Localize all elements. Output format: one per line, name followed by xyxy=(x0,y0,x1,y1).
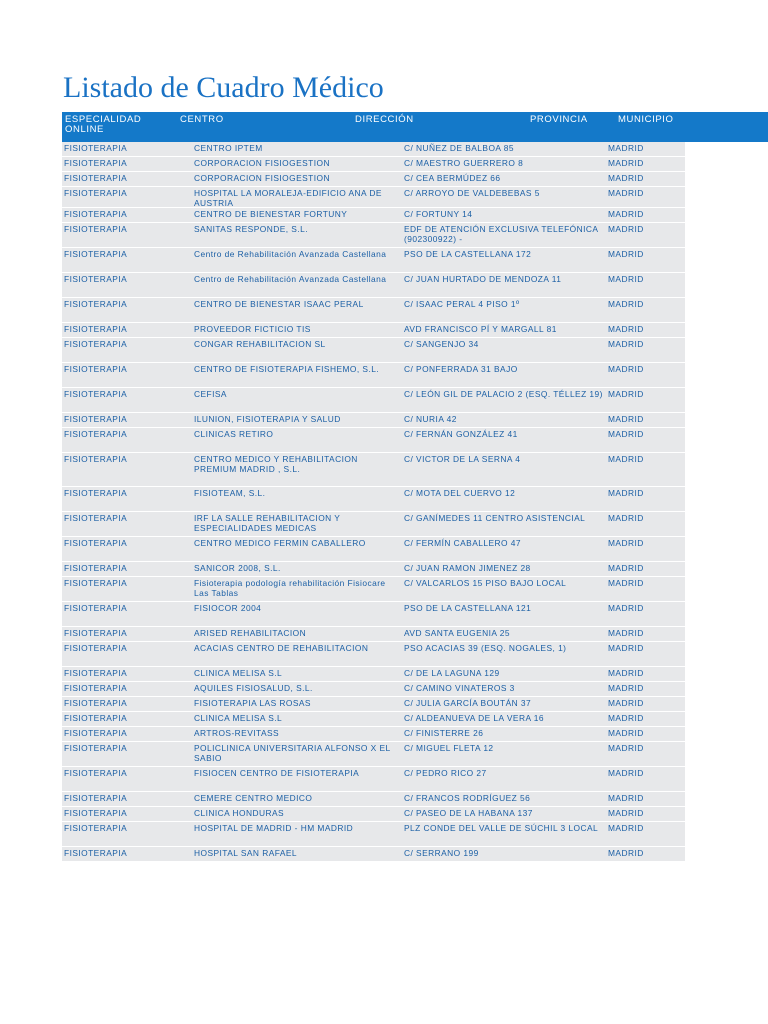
cell-direccion: PSO DE LA CASTELLANA 172 xyxy=(404,249,532,259)
cell-municipio: MADRID xyxy=(608,808,644,818)
cell-especialidad: FISIOTERAPIA xyxy=(64,173,128,183)
cell-centro: SANICOR 2008, S.L. xyxy=(194,563,281,573)
cell-municipio: MADRID xyxy=(608,848,644,858)
cell-especialidad: FISIOTERAPIA xyxy=(64,768,128,778)
table-row xyxy=(62,487,685,512)
cell-especialidad: FISIOTERAPIA xyxy=(64,698,128,708)
cell-centro: CORPORACION FISIOGESTION xyxy=(194,173,330,183)
cell-centro: FISIOCOR 2004 xyxy=(194,603,262,613)
page-title: Listado de Cuadro Médico xyxy=(63,71,384,104)
table-row xyxy=(62,323,685,338)
cell-direccion: EDF DE ATENCIÓN EXCLUSIVA TELEFÓNICA (902300922) - xyxy=(404,224,598,244)
cell-direccion: C/ ARROYO DE VALDEBEBAS 5 xyxy=(404,188,540,198)
cell-municipio: MADRID xyxy=(608,143,644,153)
cell-direccion: AVD FRANCISCO PÍ Y MARGALL 81 xyxy=(404,324,557,334)
cell-municipio: MADRID xyxy=(608,728,644,738)
cell-municipio: MADRID xyxy=(608,683,644,693)
table-row xyxy=(62,453,685,487)
table-row xyxy=(62,142,685,157)
cell-direccion: PLZ CONDE DEL VALLE DE SÚCHIL 3 LOCAL xyxy=(404,823,599,833)
cell-especialidad: FISIOTERAPIA xyxy=(64,603,128,613)
cell-especialidad: FISIOTERAPIA xyxy=(64,339,128,349)
table-row xyxy=(62,742,685,767)
cell-direccion: C/ DE LA LAGUNA 129 xyxy=(404,668,500,678)
cell-direccion: C/ FRANCOS RODRÍGUEZ 56 xyxy=(404,793,531,803)
cell-direccion: C/ FORTUNY 14 xyxy=(404,209,473,219)
cell-centro: CLINICAS RETIRO xyxy=(194,429,274,439)
cell-especialidad: FISIOTERAPIA xyxy=(64,143,128,153)
table-row xyxy=(62,273,685,298)
cell-centro: HOSPITAL DE MADRID - HM MADRID xyxy=(194,823,354,833)
cell-municipio: MADRID xyxy=(608,643,644,653)
cell-municipio: MADRID xyxy=(608,538,644,548)
cell-direccion: C/ MOTA DEL CUERVO 12 xyxy=(404,488,516,498)
cell-direccion: C/ SANGENJO 34 xyxy=(404,339,479,349)
cell-municipio: MADRID xyxy=(608,209,644,219)
cell-centro: HOSPITAL SAN RAFAEL xyxy=(194,848,298,858)
cell-municipio: MADRID xyxy=(608,389,644,399)
table-row xyxy=(62,388,685,413)
cell-especialidad: FISIOTERAPIA xyxy=(64,488,128,498)
cell-especialidad: FISIOTERAPIA xyxy=(64,429,128,439)
cell-centro: Centro de Rehabilitación Avanzada Castellana xyxy=(194,274,387,284)
cell-municipio: MADRID xyxy=(608,768,644,778)
cell-centro: FISIOCEN CENTRO DE FISIOTERAPIA xyxy=(194,768,360,778)
table-row xyxy=(62,712,685,727)
cell-direccion: C/ SERRANO 199 xyxy=(404,848,479,858)
cell-especialidad: FISIOTERAPIA xyxy=(64,808,128,818)
cell-municipio: MADRID xyxy=(608,793,644,803)
table-row xyxy=(62,792,685,807)
cell-especialidad: FISIOTERAPIA xyxy=(64,454,128,464)
cell-especialidad: FISIOTERAPIA xyxy=(64,628,128,638)
cell-municipio: MADRID xyxy=(608,513,644,523)
cell-municipio: MADRID xyxy=(608,429,644,439)
table-row xyxy=(62,847,685,862)
cell-municipio: MADRID xyxy=(608,188,644,198)
cell-direccion: C/ CEA BERMÚDEZ 66 xyxy=(404,173,501,183)
cell-especialidad: FISIOTERAPIA xyxy=(64,683,128,693)
cell-direccion: PSO DE LA CASTELLANA 121 xyxy=(404,603,532,613)
table-row xyxy=(62,248,685,273)
header-centro: CENTRO xyxy=(180,114,224,125)
header-direccion: DIRECCIÓN xyxy=(355,114,414,125)
table-row xyxy=(62,822,685,847)
table-row xyxy=(62,172,685,187)
cell-especialidad: FISIOTERAPIA xyxy=(64,823,128,833)
cell-especialidad: FISIOTERAPIA xyxy=(64,713,128,723)
cell-especialidad: FISIOTERAPIA xyxy=(64,728,128,738)
cell-centro: CONGAR REHABILITACION SL xyxy=(194,339,326,349)
cell-direccion: C/ ISAAC PERAL 4 PISO 1º xyxy=(404,299,520,309)
cell-direccion: PSO ACACIAS 39 (ESQ. NOGALES, 1) xyxy=(404,643,567,653)
table-row xyxy=(62,767,685,792)
cell-centro: SANITAS RESPONDE, S.L. xyxy=(194,224,308,234)
table-row xyxy=(62,298,685,323)
cell-especialidad: FISIOTERAPIA xyxy=(64,249,128,259)
cell-especialidad: FISIOTERAPIA xyxy=(64,224,128,234)
cell-municipio: MADRID xyxy=(608,299,644,309)
table-row xyxy=(62,682,685,697)
cell-centro: ACACIAS CENTRO DE REHABILITACION xyxy=(194,643,369,653)
table-row xyxy=(62,157,685,172)
cell-centro: Centro de Rehabilitación Avanzada Castellana xyxy=(194,249,387,259)
cell-centro: CORPORACION FISIOGESTION xyxy=(194,158,330,168)
cell-direccion: C/ MIGUEL FLETA 12 xyxy=(404,743,494,753)
cell-direccion: C/ JULIA GARCÍA BOUTÁN 37 xyxy=(404,698,532,708)
cell-especialidad: FISIOTERAPIA xyxy=(64,324,128,334)
cell-centro: PROVEEDOR FICTICIO TIS xyxy=(194,324,311,334)
cell-especialidad: FISIOTERAPIA xyxy=(64,538,128,548)
cell-municipio: MADRID xyxy=(608,628,644,638)
cell-direccion: C/ VALCARLOS 15 PISO BAJO LOCAL xyxy=(404,578,567,588)
cell-municipio: MADRID xyxy=(608,603,644,613)
table-row xyxy=(62,512,685,537)
table-header xyxy=(62,112,768,142)
cell-municipio: MADRID xyxy=(608,743,644,753)
cell-especialidad: FISIOTERAPIA xyxy=(64,389,128,399)
cell-especialidad: FISIOTERAPIA xyxy=(64,414,128,424)
cell-direccion: C/ CAMINO VINATEROS 3 xyxy=(404,683,515,693)
table-row xyxy=(62,577,685,602)
cell-centro: IRF LA SALLE REHABILITACION Y ESPECIALIDADES MEDICAS xyxy=(194,513,341,533)
cell-centro: FISIOTEAM, S.L. xyxy=(194,488,266,498)
table-row xyxy=(62,627,685,642)
cell-municipio: MADRID xyxy=(608,668,644,678)
cell-municipio: MADRID xyxy=(608,364,644,374)
cell-municipio: MADRID xyxy=(608,274,644,284)
cell-centro: CENTRO DE FISIOTERAPIA FISHEMO, S.L. xyxy=(194,364,380,374)
table-row xyxy=(62,807,685,822)
cell-direccion: C/ ALDEANUEVA DE LA VERA 16 xyxy=(404,713,545,723)
table-row xyxy=(62,428,685,453)
cell-direccion: AVD SANTA EUGENIA 25 xyxy=(404,628,510,638)
table-row xyxy=(62,727,685,742)
cell-municipio: MADRID xyxy=(608,173,644,183)
cell-municipio: MADRID xyxy=(608,158,644,168)
cell-centro: CLINICA MELISA S.L xyxy=(194,668,283,678)
cell-direccion: C/ FINISTERRE 26 xyxy=(404,728,484,738)
table-row xyxy=(62,208,685,223)
table-row xyxy=(62,363,685,388)
cell-direccion: C/ JUAN HURTADO DE MENDOZA 11 xyxy=(404,274,562,284)
cell-centro: CENTRO DE BIENESTAR ISAAC PERAL xyxy=(194,299,364,309)
cell-especialidad: FISIOTERAPIA xyxy=(64,668,128,678)
cell-especialidad: FISIOTERAPIA xyxy=(64,743,128,753)
cell-especialidad: FISIOTERAPIA xyxy=(64,158,128,168)
cell-centro: CENTRO DE BIENESTAR FORTUNY xyxy=(194,209,348,219)
cell-centro: ARTROS-REVITASS xyxy=(194,728,280,738)
cell-direccion: C/ PASEO DE LA HABANA 137 xyxy=(404,808,533,818)
table-row xyxy=(62,562,685,577)
cell-municipio: MADRID xyxy=(608,698,644,708)
table-row xyxy=(62,413,685,428)
cell-especialidad: FISIOTERAPIA xyxy=(64,793,128,803)
cell-especialidad: FISIOTERAPIA xyxy=(64,848,128,858)
cell-especialidad: FISIOTERAPIA xyxy=(64,563,128,573)
cell-especialidad: FISIOTERAPIA xyxy=(64,578,128,588)
cell-direccion: C/ NUÑEZ DE BALBOA 85 xyxy=(404,143,514,153)
cell-especialidad: FISIOTERAPIA xyxy=(64,274,128,284)
cell-centro: ILUNION, FISIOTERAPIA Y SALUD xyxy=(194,414,341,424)
header-provincia: PROVINCIA xyxy=(530,114,588,125)
cell-centro: POLICLINICA UNIVERSITARIA ALFONSO X EL SABIO xyxy=(194,743,391,763)
cell-centro: CENTRO IPTEM xyxy=(194,143,263,153)
table-row xyxy=(62,187,685,208)
cell-municipio: MADRID xyxy=(608,224,644,234)
cell-centro: ARISED REHABILITACION xyxy=(194,628,307,638)
table-row xyxy=(62,642,685,667)
cell-centro: CENTRO MEDICO FERMIN CABALLERO xyxy=(194,538,366,548)
cell-municipio: MADRID xyxy=(608,339,644,349)
header-municipio: MUNICIPIO xyxy=(618,114,674,125)
cell-centro: HOSPITAL LA MORALEJA-EDIFICIO ANA DE AUSTRIA xyxy=(194,188,382,208)
table-body xyxy=(62,142,685,862)
cell-direccion: C/ FERMÍN CABALLERO 47 xyxy=(404,538,521,548)
table-row xyxy=(62,697,685,712)
cell-centro: CEMERE CENTRO MEDICO xyxy=(194,793,313,803)
cell-centro: CLINICA HONDURAS xyxy=(194,808,285,818)
cell-municipio: MADRID xyxy=(608,713,644,723)
table-row xyxy=(62,602,685,627)
cell-direccion: C/ MAESTRO GUERRERO 8 xyxy=(404,158,524,168)
cell-centro: Fisioterapia podología rehabilitación Fisiocare Las Tablas xyxy=(194,578,386,598)
cell-especialidad: FISIOTERAPIA xyxy=(64,209,128,219)
cell-direccion: C/ JUAN RAMON JIMENEZ 28 xyxy=(404,563,531,573)
cell-municipio: MADRID xyxy=(608,488,644,498)
cell-centro: CLINICA MELISA S.L xyxy=(194,713,283,723)
cell-municipio: MADRID xyxy=(608,578,644,588)
cell-municipio: MADRID xyxy=(608,454,644,464)
cell-municipio: MADRID xyxy=(608,324,644,334)
cell-municipio: MADRID xyxy=(608,249,644,259)
medical-directory-table xyxy=(62,112,768,862)
cell-direccion: C/ FERNÁN GONZÁLEZ 41 xyxy=(404,429,518,439)
cell-especialidad: FISIOTERAPIA xyxy=(64,643,128,653)
cell-especialidad: FISIOTERAPIA xyxy=(64,513,128,523)
cell-direccion: C/ VICTOR DE LA SERNA 4 xyxy=(404,454,521,464)
table-row xyxy=(62,223,685,248)
cell-direccion: C/ NURIA 42 xyxy=(404,414,457,424)
cell-direccion: C/ GANÍMEDES 11 CENTRO ASISTENCIAL xyxy=(404,513,586,523)
cell-centro: FISIOTERAPIA LAS ROSAS xyxy=(194,698,311,708)
cell-centro: CENTRO MEDICO Y REHABILITACION PREMIUM MADRID , S.L. xyxy=(194,454,358,474)
cell-direccion: C/ PEDRO RICO 27 xyxy=(404,768,487,778)
cell-municipio: MADRID xyxy=(608,414,644,424)
table-row xyxy=(62,338,685,363)
cell-especialidad: FISIOTERAPIA xyxy=(64,364,128,374)
header-especialidad: ESPECIALIDAD ONLINE xyxy=(65,114,142,135)
cell-municipio: MADRID xyxy=(608,823,644,833)
table-row xyxy=(62,537,685,562)
cell-centro: AQUILES FISIOSALUD, S.L. xyxy=(194,683,313,693)
cell-direccion: C/ PONFERRADA 31 BAJO xyxy=(404,364,518,374)
cell-direccion: C/ LEÓN GIL DE PALACIO 2 (ESQ. TÉLLEZ 19) xyxy=(404,389,603,399)
cell-especialidad: FISIOTERAPIA xyxy=(64,188,128,198)
cell-especialidad: FISIOTERAPIA xyxy=(64,299,128,309)
cell-centro: CEFISA xyxy=(194,389,227,399)
table-row xyxy=(62,667,685,682)
cell-municipio: MADRID xyxy=(608,563,644,573)
